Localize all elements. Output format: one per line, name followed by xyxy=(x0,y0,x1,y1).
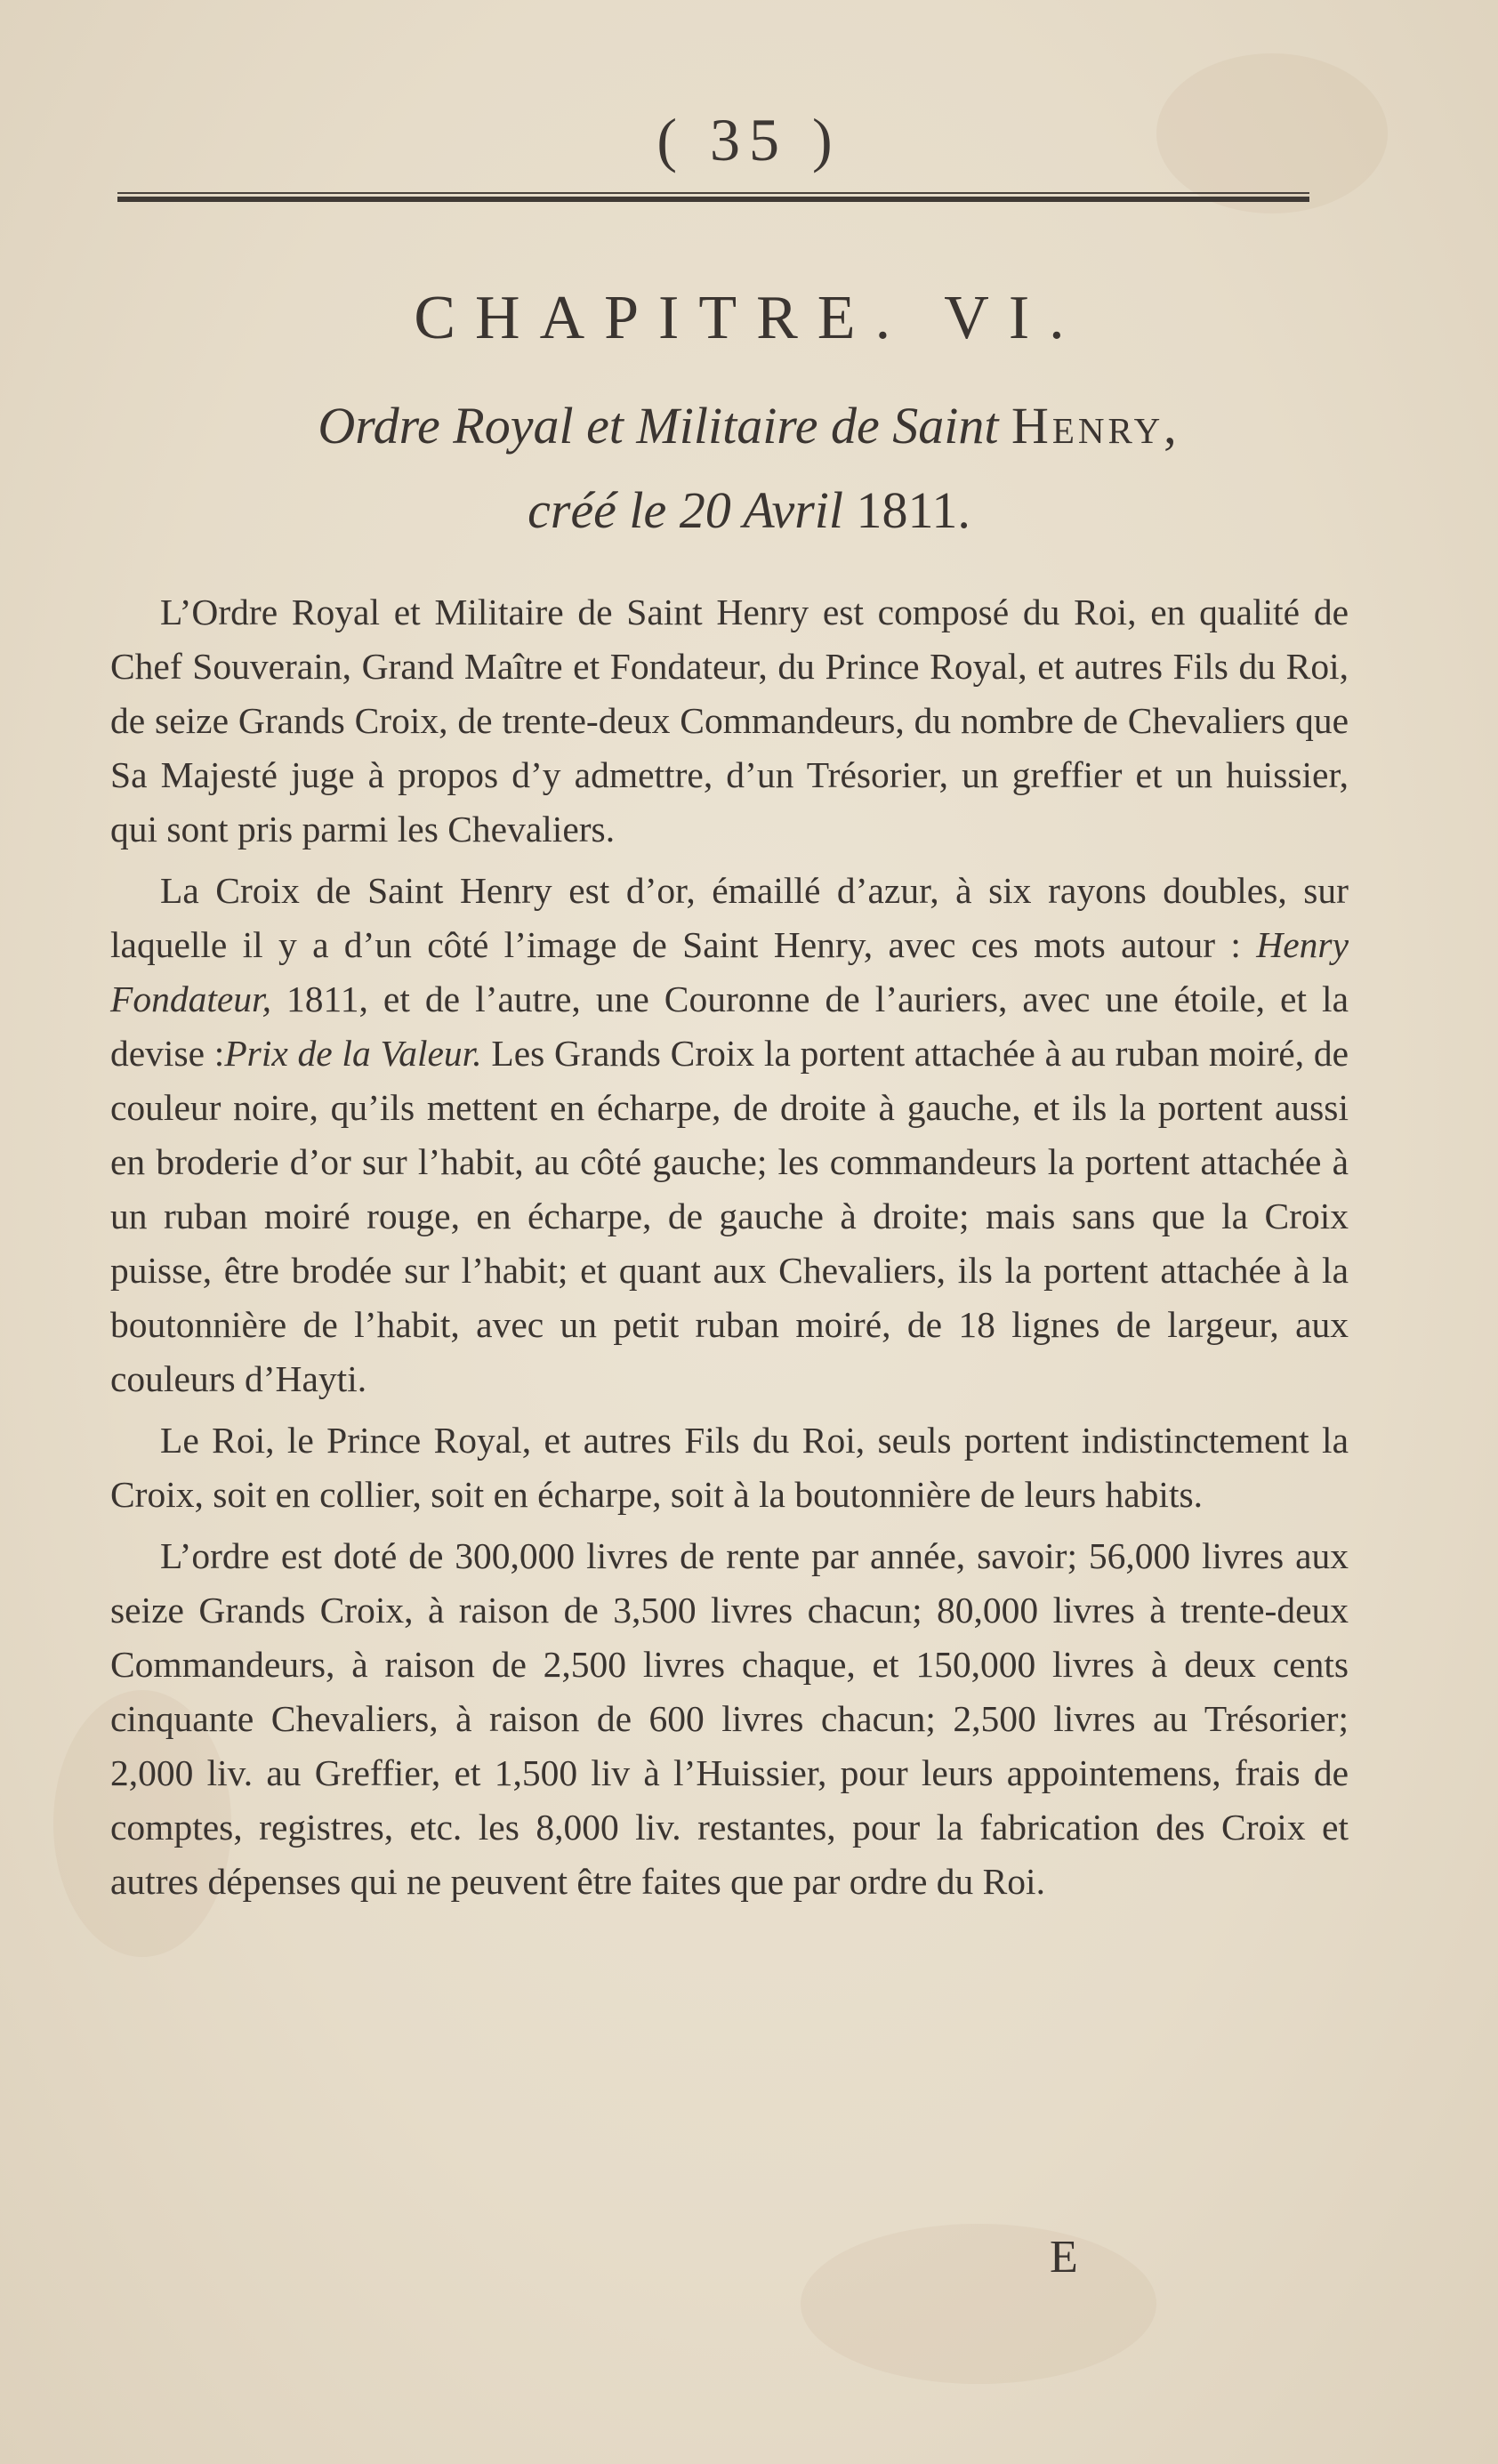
paragraph-2-italic-1: Henry Fondateur, xyxy=(110,924,1349,1019)
body-text xyxy=(110,585,1349,1916)
paragraph-2-part-2: 1811, et de l’autre, une Couronne de l’auriers, avec une étoile, et la devise : xyxy=(110,978,1349,1074)
paragraph-2-part-1: La Croix de Saint Henry est d’or, émaillé d’azur, à six rayons doubles, sur laquelle il y a d’un côté l’image de Saint Henry, avec ces mots autour : xyxy=(110,870,1349,965)
paper-stain xyxy=(801,2224,1156,2384)
header-rule-thick xyxy=(117,197,1309,202)
chapter-title: CHAPITRE. VI. xyxy=(414,284,1084,352)
subtitle-line-2-year: 1811. xyxy=(856,481,970,539)
subtitle-line-1-italic: Ordre Royal et Militaire de Saint xyxy=(318,397,999,455)
page-number: ( 35 ) xyxy=(656,106,842,173)
subtitle-line-2 xyxy=(0,480,1498,540)
header-rule xyxy=(117,192,1309,203)
subtitle-line-1 xyxy=(0,396,1498,455)
paragraph-3: Le Roi, le Prince Royal, et autres Fils du Roi, seuls portent indistinctement la Croix, soit en collier, soit en écharpe, soit à la boutonnière de leurs habits. xyxy=(110,1420,1349,1515)
paragraph-2-italic-2: Prix de la Valeur. xyxy=(224,1033,482,1074)
paragraph-1: L’Ordre Royal et Militaire de Saint Henry est composé du Roi, en qualité de Chef Souverain, Grand Maître et Fondateur, du Prince Royal, et autres Fils du Roi, de seize Grands Croix, de trente-deux Commandeurs, du nombre de Chevaliers que Sa Majesté juge à propos d’y admettre, d’un Trésorier, un greffier et un huissier, qui sont pris parmi les Chevaliers. xyxy=(110,592,1349,850)
paragraph-2-part-3: Les Grands Croix la portent attachée à au ruban moiré, de couleur noire, qu’ils mettent en écharpe, de droite à gauche, et ils la portent aussi en broderie d’or sur l’habit, au côté gauche; les commandeurs la portent attachée à un ruban moiré rouge, en écharpe, de gauche à droite; mais sans que la Croix puisse, être brodée sur l’habit; et quant aux Chevaliers, ils la portent attachée à la boutonnière de l’habit, avec un petit ruban moiré, de 18 lignes de largeur, aux couleurs d’Hayti. xyxy=(110,1033,1349,1399)
subtitle-line-1-name: Henry, xyxy=(1011,397,1180,455)
catchword: E xyxy=(1050,2232,1078,2283)
subtitle-line-2-italic: créé le 20 Avril xyxy=(528,481,844,539)
header-rule-thin xyxy=(117,192,1309,194)
paragraph-4: L’ordre est doté de 300,000 livres de rente par année, savoir; 56,000 livres aux seize Grands Croix, à raison de 3,500 livres chacun; 80,000 livres à trente-deux Commandeurs, à raison de 2,500 livres chaque, et 150,000 livres à deux cents cinquante Chevaliers, à raison de 600 livres chacun; 2,500 livres au Trésorier; 2,000 liv. au Greffier, et 1,500 liv à l’Huissier, pour leurs appointemens, frais de comptes, registres, etc. les 8,000 liv. restantes, pour la fabrication des Croix et autres dépenses qui ne peuvent être faites que par ordre du Roi. xyxy=(110,1535,1349,1902)
paragraph-2 xyxy=(110,864,1349,1406)
